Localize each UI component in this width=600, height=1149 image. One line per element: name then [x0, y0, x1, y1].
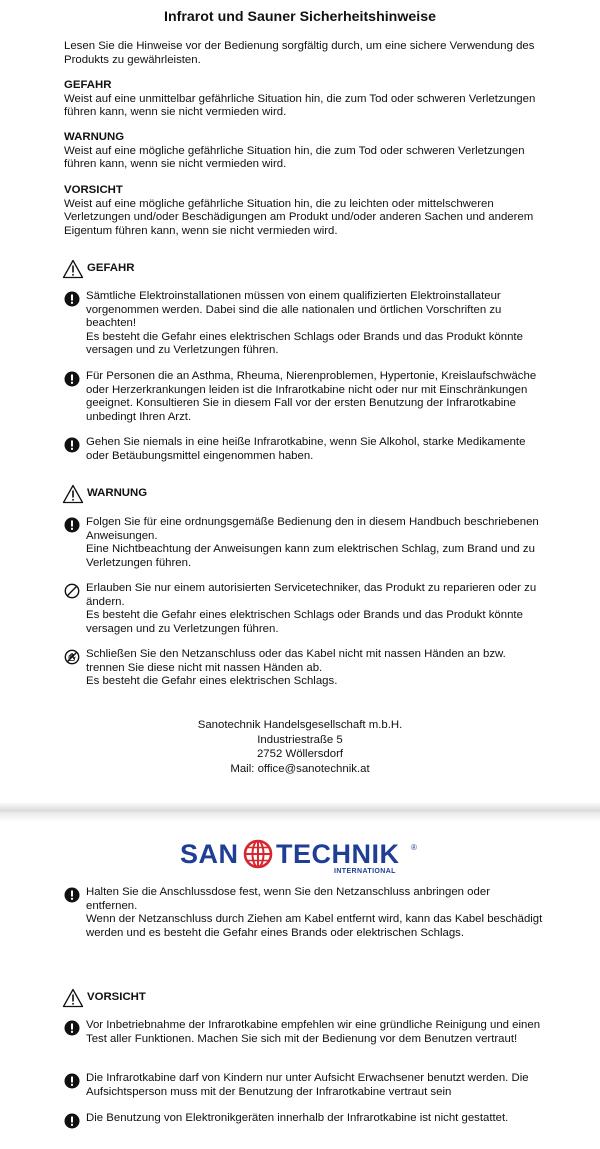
item-text: Gehen Sie niemals in eine heiße Infrarotkabine, wenn Sie Alkohol, starke Medikamente oder Betäubungsmittel eingenommen haben. — [86, 436, 526, 462]
list-item — [64, 886, 544, 940]
definition-label: WARNUNG — [64, 131, 125, 143]
logo-word-left: SAN — [180, 839, 239, 869]
mandatory-icon — [64, 1020, 80, 1036]
mandatory-icon — [64, 1073, 80, 1089]
mandatory-icon — [64, 1113, 80, 1129]
page-title: Infrarot und Sauner Sicherheitshinweise — [164, 9, 436, 25]
mandatory-icon — [64, 437, 80, 453]
list-item — [64, 370, 544, 424]
section-heading-gefahr — [62, 258, 134, 280]
logo-subtitle: INTERNATIONAL — [334, 868, 396, 875]
company-name: Sanotechnik Handelsgesellschaft m.b.H. — [197, 719, 403, 731]
definition-text: Weist auf eine unmittelbar gefährliche Situation hin, die zum Tod oder schweren Verletzungen führen kann, wenn sie nicht vermieden wird. — [64, 92, 536, 119]
item-text: Schließen Sie den Netzanschluss oder das Kabel nicht mit nassen Händen an bzw. trennen Sie diese nicht mit nassen Händen ab. Es besteht die Gefahr eines elektrischen Schlags. — [86, 648, 506, 688]
item-text: Halten Sie die Anschlussdose fest, wenn Sie den Netzanschluss anbringen oder entfernen. Wenn der Netzanschluss durch Ziehen am Kabel entfernt wird, kann das Kabel beschädigt werden und es besteht die Gefahr eines Brands oder elektrischen Schlags. — [86, 886, 543, 939]
page-divider — [0, 802, 600, 822]
mandatory-icon — [64, 887, 80, 903]
sanotechnik-logo — [180, 838, 420, 880]
list-item — [64, 648, 544, 689]
item-text: Erlauben Sie nur einem autorisierten Servicetechniker, das Produkt zu reparieren oder zu ändern. Es besteht die Gefahr eines elektrischen Schlags oder Brands und das Produkt könnte versagen und zu Verletzungen führen. — [86, 582, 537, 635]
warning-triangle-icon — [62, 484, 84, 504]
list-item — [64, 582, 544, 636]
section-heading-label: WARNUNG — [87, 487, 148, 500]
definition-text: Weist auf eine mögliche gefährliche Situation hin, die zum Tod oder schweren Verletzungen führen kann, wenn sie nicht vermieden wird. — [64, 144, 525, 171]
list-item — [64, 436, 544, 463]
section-heading-vorsicht — [62, 987, 146, 1009]
mandatory-icon — [64, 291, 80, 307]
definition-label: GEFAHR — [64, 79, 112, 91]
mandatory-icon — [64, 517, 80, 533]
intro-paragraph — [64, 40, 540, 67]
logo-word-right: TECHNIK — [276, 839, 400, 869]
warning-triangle-icon — [62, 988, 84, 1008]
item-text: Folgen Sie für eine ordnungsgemäße Bedienung den in diesem Handbuch beschriebenen Anweisungen. Eine Nichtbeachtung der Anweisungen kann zum elektrischen Schlag, zum Brand und zu Verletzungen führen. — [86, 516, 539, 569]
list-item — [64, 516, 544, 570]
list-item — [64, 1072, 544, 1099]
item-text: Die Benutzung von Elektronikgeräten innerhalb der Infrarotkabine ist nicht gestattet. — [86, 1112, 509, 1124]
definition-label: VORSICHT — [64, 184, 123, 196]
item-text: Für Personen die an Asthma, Rheuma, Nierenproblemen, Hypertonie, Kreislaufschwäche oder Herzerkrankungen leiden ist die Infrarotkabine nicht oder nur mit Einschränkungen geeignet. Konsultieren Sie in diesem Fall vor der ersten Benutzung der Infrarotkabine unbedingt Ihren Arzt. — [86, 370, 537, 423]
company-street: Industriestraße 5 — [257, 733, 343, 746]
prohibited-icon — [64, 583, 80, 599]
company-mail: Mail: office@sanotechnik.at — [230, 762, 370, 775]
list-item — [64, 1112, 544, 1134]
definition-vorsicht — [64, 184, 540, 238]
section-heading-label: GEFAHR — [87, 262, 135, 275]
item-text: Die Infrarotkabine darf von Kindern nur unter Aufsicht Erwachsener benutzt werden. Die Aufsichtsperson muss mit der Benutzung der Infrarotkabine vertraut sein — [86, 1072, 529, 1098]
globe-icon — [243, 839, 273, 869]
warning-triangle-icon — [62, 259, 84, 279]
item-text: Sämtliche Elektroinstallationen müssen von einem qualifizierten Elektroinstallateur vorgenommen werden. Dabei sind die alle nationalen und örtlichen Vorschriften zu beachten! Es besteht die Gefahr eines elektrischen Schlags oder Brands und das Produkt könnte versagen und zu Verletzungen führen. — [86, 290, 523, 357]
intro-text: Lesen Sie die Hinweise vor der Bedienung sorgfältig durch, um eine sichere Verwendung des Produkts zu gewährleisten. — [64, 40, 535, 66]
no-wet-hands-icon — [64, 649, 80, 665]
list-item — [64, 290, 544, 358]
registered-mark: ® — [411, 843, 417, 852]
item-text: Vor Inbetriebnahme der Infrarotkabine empfehlen wir eine gründliche Reinigung und einen Test aller Funktionen. Machen Sie sich mit der Bedienung vor dem Benutzen vertraut! — [86, 1019, 541, 1045]
company-address — [0, 718, 600, 776]
mandatory-icon — [64, 371, 80, 387]
definition-warnung — [64, 131, 540, 172]
section-heading-warnung — [62, 483, 147, 505]
list-item — [64, 1019, 544, 1046]
company-city: 2752 Wöllersdorf — [256, 748, 344, 760]
definition-text: Weist auf eine mögliche gefährliche Situation hin, die zu leichten oder mittelschweren Verletzungen und/oder Beschädigungen am Produkt und/oder anderen Sachen und anderem Eigentum führen kann, wenn sie nicht vermieden wird. — [64, 197, 534, 237]
section-heading-label: VORSICHT — [87, 991, 146, 1004]
definition-gefahr — [64, 79, 540, 120]
